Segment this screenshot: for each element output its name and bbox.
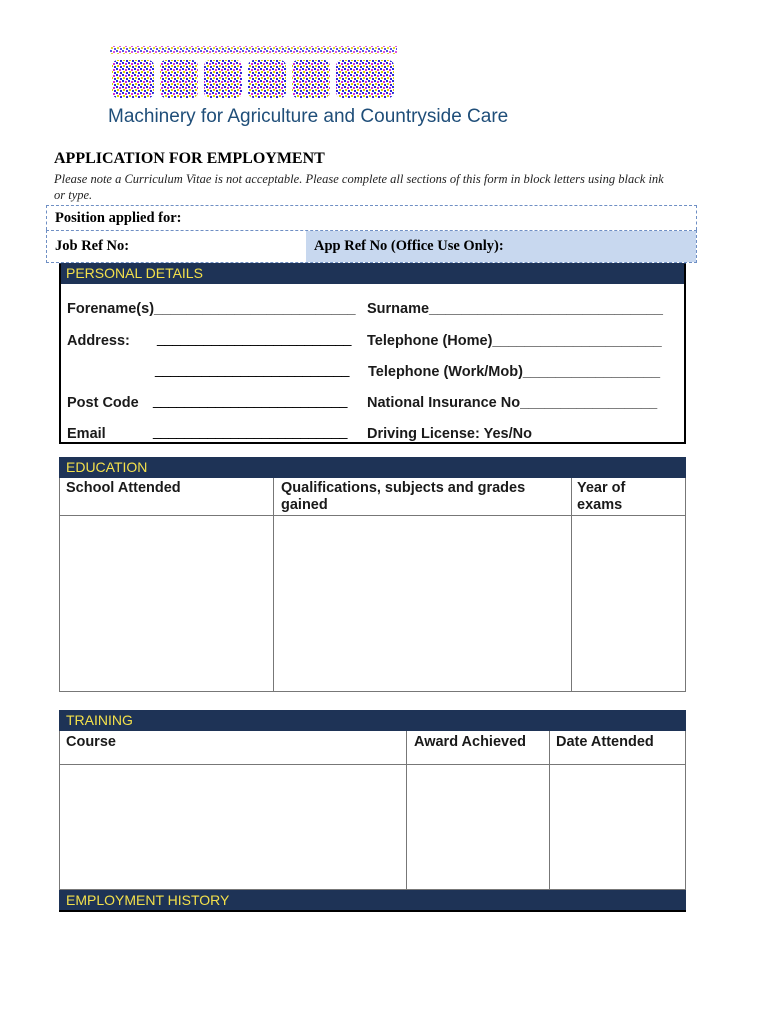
- training-heading: TRAINING: [59, 710, 686, 731]
- form-title: APPLICATION FOR EMPLOYMENT: [54, 150, 325, 167]
- app-ref-label: App Ref No (Office Use Only):: [314, 238, 504, 254]
- training-col-course: Course: [66, 734, 116, 750]
- telephone-work-field[interactable]: Telephone (Work/Mob)_________________: [368, 364, 661, 380]
- employment-history-heading: EMPLOYMENT HISTORY: [59, 890, 686, 912]
- job-ref-field[interactable]: [47, 231, 306, 262]
- education-col-school: School Attended: [66, 480, 181, 496]
- education-year-cell[interactable]: [572, 516, 685, 691]
- education-col-year: Year of exams: [577, 480, 626, 513]
- personal-details-section: [59, 264, 686, 444]
- training-award-cell[interactable]: [407, 765, 549, 889]
- training-course-cell[interactable]: [60, 765, 406, 889]
- reference-row: [46, 230, 697, 263]
- telephone-home-field[interactable]: Telephone (Home)_____________________: [367, 333, 662, 349]
- forename-field[interactable]: Forename(s)_________________________: [67, 301, 356, 317]
- education-qualifications-cell[interactable]: [274, 516, 571, 691]
- education-school-cell[interactable]: [60, 516, 273, 691]
- address-line-2[interactable]: _________________________: [155, 362, 350, 378]
- email-field[interactable]: _________________________: [153, 424, 348, 440]
- education-col-qualifications: Qualifications, subjects and grades gained: [281, 480, 526, 513]
- training-col-date: Date Attended: [556, 734, 654, 750]
- postcode-field[interactable]: _________________________: [153, 393, 348, 409]
- education-heading: EDUCATION: [59, 457, 686, 478]
- postcode-label: Post Code: [67, 395, 139, 411]
- training-table: [59, 731, 686, 890]
- email-label: Email: [67, 426, 106, 442]
- education-table: [59, 478, 686, 692]
- surname-field[interactable]: Surname_____________________________: [367, 301, 663, 317]
- app-ref-field: [306, 231, 696, 262]
- form-instructions: Please note a Curriculum Vitae is not acceptable. Please complete all sections of this form in block letters using black ink or type.: [54, 172, 664, 202]
- job-ref-label: Job Ref No:: [55, 238, 130, 254]
- company-tagline: Machinery for Agriculture and Countryside Care: [108, 106, 509, 127]
- training-date-cell[interactable]: [550, 765, 685, 889]
- position-applied-field[interactable]: [46, 205, 697, 230]
- training-col-award: Award Achieved: [414, 734, 527, 750]
- address-line-1[interactable]: _________________________: [157, 331, 352, 347]
- national-insurance-field[interactable]: National Insurance No_________________: [367, 395, 658, 411]
- position-applied-label: Position applied for:: [55, 210, 182, 226]
- driving-license-field[interactable]: Driving License: Yes/No: [367, 426, 532, 442]
- company-logo: [110, 44, 397, 100]
- address-label: Address:: [67, 333, 130, 349]
- personal-details-heading: PERSONAL DETAILS: [59, 263, 686, 284]
